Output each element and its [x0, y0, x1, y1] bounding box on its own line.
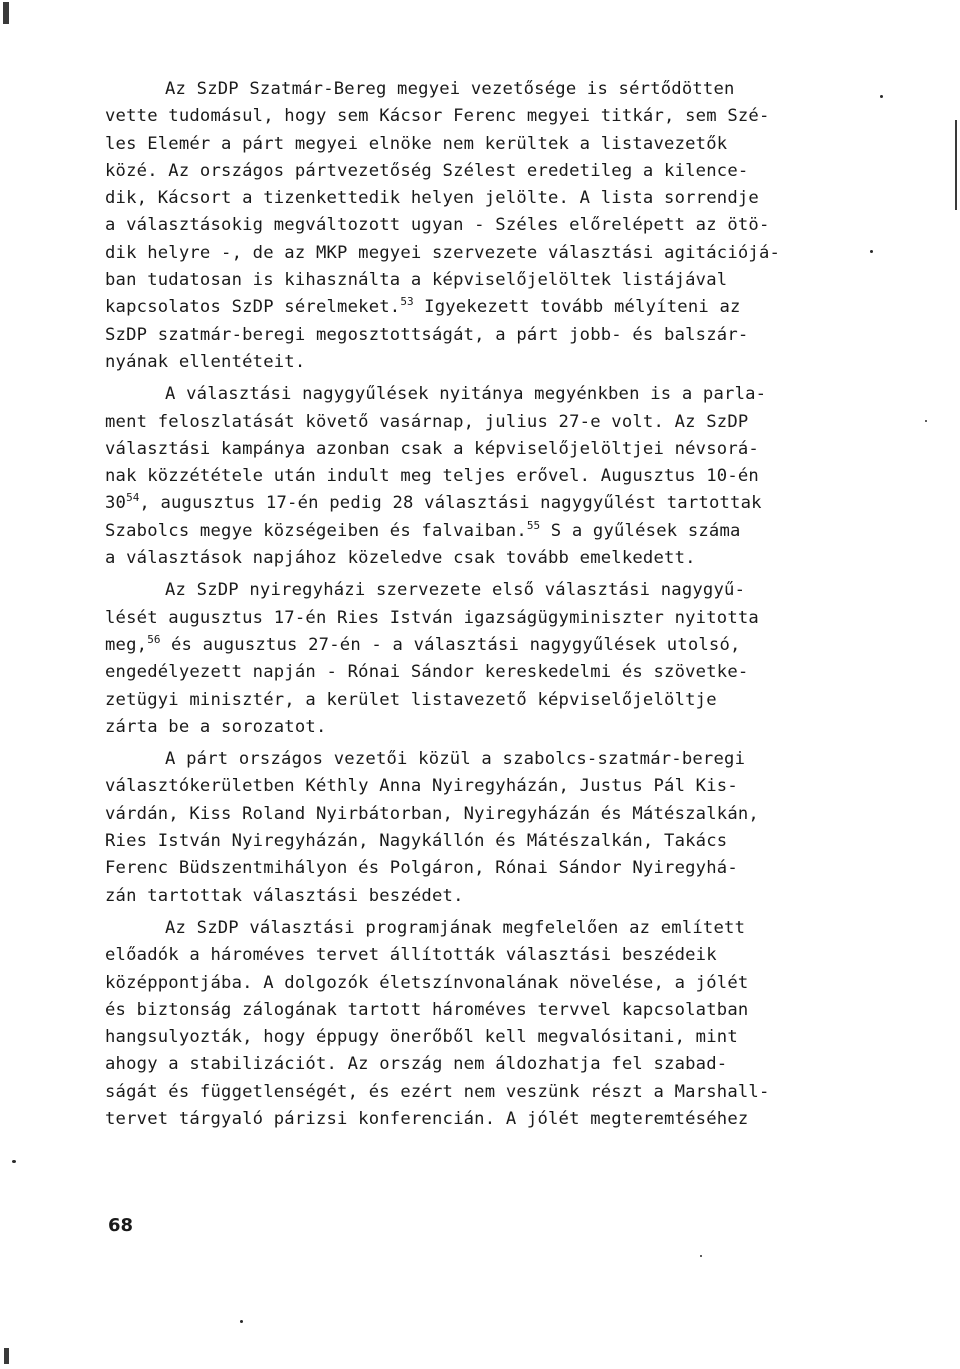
- text-line: [105, 267, 845, 294]
- text-line: [105, 746, 845, 773]
- text-line: [105, 158, 845, 185]
- text-line-content: a választások napjához közeledve csak tovább emelkedett.: [105, 548, 696, 569]
- text-line-content: dik, Kácsort a tizenkettedik helyen jelölte. A lista sorrendje: [105, 188, 759, 209]
- footnote-reference: 53: [400, 295, 414, 309]
- text-line: [105, 1051, 845, 1078]
- text-line-content: a választásokig megváltozott ugyan - Széles előrelépett az ötö-: [105, 215, 770, 236]
- footnote-reference: 56: [147, 632, 161, 646]
- scan-speck: [700, 1255, 702, 1257]
- text-line: [105, 322, 845, 349]
- text-line-content: Ferenc Büdszentmihályon és Polgáron, Rónai Sándor Nyiregyhá-: [105, 858, 738, 879]
- text-line: [105, 801, 845, 828]
- text-line-content: 30: [105, 493, 127, 514]
- scan-edge-mark: [955, 120, 957, 210]
- text-line-content: nak közzététele után indult meg teljes erővel. Augusztus 10-én: [105, 466, 759, 487]
- text-line-content: lését augusztus 17-én Ries István igazságügyminiszter nyitotta: [105, 607, 759, 628]
- text-line-content: ban tudatosan is kihasználta a képviselőjelöltek listájával: [105, 270, 728, 291]
- text-line-content: közé. Az országos pártvezetőség Szélest eredetileg a kilence-: [105, 160, 749, 181]
- text-line-continuation: S a gyűlések száma: [540, 520, 741, 541]
- text-line: [105, 103, 845, 130]
- text-line-content: A párt országos vezetői közül a szabolcs-szatmár-beregi: [165, 749, 746, 770]
- text-line: [105, 970, 845, 997]
- text-line: [105, 577, 845, 604]
- scan-speck: [880, 95, 883, 98]
- text-line-content: Az SzDP Szatmár-Bereg megyei vezetősége is sértődötten: [165, 79, 735, 99]
- text-line-content: Az SzDP nyiregyházi szervezete első választási nagygyű-: [165, 580, 746, 601]
- text-line-content: nyának ellentéteit.: [105, 351, 306, 372]
- text-line: [105, 855, 845, 882]
- text-line-content: A választási nagygyűlések nyitánya megyénkben is a parla-: [165, 384, 767, 405]
- text-line-content: SzDP szatmár-beregi megosztottságát, a párt jobb- és balszár-: [105, 324, 749, 345]
- text-line-content: kapcsolatos SzDP sérelmeket.: [105, 297, 401, 318]
- text-line: [105, 409, 845, 436]
- text-line-content: választókerületben Kéthly Anna Nyiregyházán, Justus Pál Kis-: [105, 776, 738, 797]
- text-line: [105, 131, 845, 158]
- text-line-continuation: és augusztus 27-én - a választási nagygyűlések utolsó,: [160, 634, 741, 655]
- text-line-content: tervet tárgyaló párizsi konferencián. A jólét megteremtéséhez: [105, 1108, 749, 1129]
- text-line-content: hangsulyozták, hogy éppugy önerőből kell megvalósitani, mint: [105, 1027, 738, 1048]
- text-line-continuation: Igyekezett tovább mélyíteni az: [413, 297, 741, 318]
- text-line-content: vette tudomásul, hogy sem Kácsor Ferenc megyei titkár, sem Szé-: [105, 106, 770, 127]
- text-line: [105, 436, 845, 463]
- text-line-content: dik helyre -, de az MKP megyei szervezete választási agitációjá-: [105, 242, 781, 263]
- text-line-content: előadók a hároméves tervet állították választási beszédeik: [105, 945, 717, 966]
- text-line: [105, 349, 845, 376]
- scan-edge-mark: [3, 2, 9, 24]
- text-line: [105, 294, 845, 321]
- text-line-content: les Elemér a párt megyei elnöke nem kerültek a listavezetők: [105, 133, 728, 154]
- text-line: [105, 687, 845, 714]
- body-text: [105, 76, 845, 1133]
- scan-speck: [240, 1320, 243, 1323]
- text-line: [105, 185, 845, 212]
- text-line: [105, 915, 845, 942]
- text-line: [105, 1079, 845, 1106]
- text-line: [105, 632, 845, 659]
- text-line: [105, 1024, 845, 1051]
- text-line: [105, 997, 845, 1024]
- text-line-content: engedélyezett napján - Rónai Sándor kereskedelmi és szövetke-: [105, 662, 749, 683]
- text-line: [105, 828, 845, 855]
- text-line-content: ment feloszlatását követő vasárnap, julius 27-e volt. Az SzDP: [105, 411, 749, 432]
- text-line-content: Szabolcs megye községeiben és falvaiban.: [105, 520, 527, 541]
- text-line: [105, 714, 845, 741]
- text-line-content: zán tartottak választási beszédet.: [105, 885, 464, 906]
- text-line: [105, 773, 845, 800]
- text-line-content: zetügyi minisztér, a kerület listavezető képviselőjelöltje: [105, 689, 717, 710]
- text-line: [105, 463, 845, 490]
- text-line: [105, 76, 845, 103]
- text-line-content: Ries István Nyiregyházán, Nagykállón és Mátészalkán, Takács: [105, 831, 728, 852]
- text-line-content: ságát és függetlenségét, és ezért nem veszünk részt a Marshall-: [105, 1081, 770, 1102]
- page-number: 68: [108, 1215, 134, 1236]
- text-line-content: középpontjába. A dolgozók életszínvonalának növelése, a jólét: [105, 972, 749, 993]
- text-line-continuation: , augusztus 17-én pedig 28 választási nagygyűlést tartottak: [139, 493, 762, 514]
- text-line: [105, 659, 845, 686]
- footnote-reference: 55: [526, 518, 541, 532]
- text-line: [105, 545, 845, 572]
- scan-speck: [925, 420, 927, 422]
- text-line-content: és biztonság zálogának tartott hároméves tervvel kapcsolatban: [105, 999, 749, 1020]
- text-line-content: választási kampánya azonban csak a képviselőjelöltjei névsorá-: [105, 438, 759, 459]
- text-line: [105, 1106, 845, 1133]
- text-line: [105, 883, 845, 910]
- text-line: [105, 381, 845, 408]
- text-line: [105, 518, 845, 545]
- footnote-reference: 54: [126, 491, 140, 505]
- text-line-content: meg,: [105, 634, 148, 655]
- text-line: [105, 942, 845, 969]
- text-line-content: Az SzDP választási programjának megfelelően az említett: [165, 917, 746, 938]
- text-line-content: várdán, Kiss Roland Nyirbátorban, Nyiregyházán és Mátészalkán,: [105, 803, 759, 824]
- text-line-content: ahogy a stabilizációt. Az ország nem áldozhatja fel szabad-: [105, 1054, 728, 1075]
- text-line: [105, 490, 845, 517]
- text-line: [105, 212, 845, 239]
- text-line-content: zárta be a sorozatot.: [105, 716, 327, 737]
- text-line: [105, 240, 845, 267]
- scan-speck: [870, 250, 873, 253]
- scan-speck: [12, 1160, 16, 1163]
- scan-edge-mark: [4, 1348, 9, 1364]
- text-line: [105, 605, 845, 632]
